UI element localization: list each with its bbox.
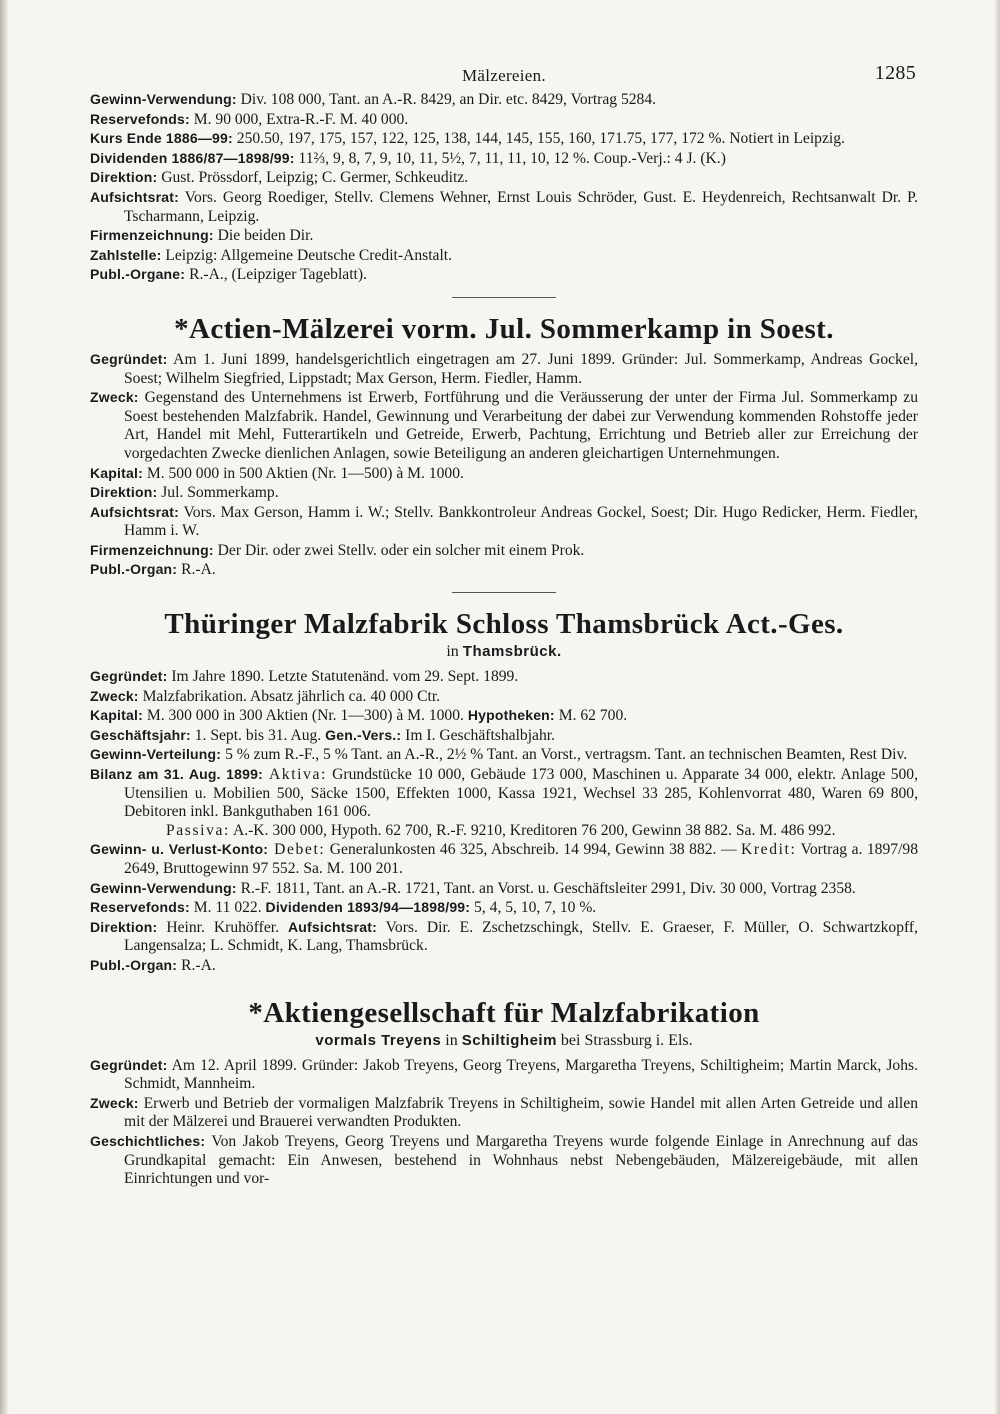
section-thamsbrueck bbox=[90, 607, 918, 976]
entry-label: Aufsichtsrat: bbox=[90, 188, 179, 205]
entry-text: Am 1. Juni 1899, handelsgerichtlich eingetragen am 27. Juni 1899. Gründer: Jul. Sommerkamp, Andreas Gockel, Soest; Wilhelm Siegfried, Lippstadt; Max Gerson, Herm. Fiedler, Hamm. bbox=[124, 350, 918, 387]
entry-gewinn-verwendung bbox=[90, 879, 918, 899]
company-heading: Thüringer Malzfabrik Schloss Thamsbrück Act.-Ges. bbox=[164, 608, 844, 641]
entry-text: Im I. Geschäftshalbjahr. bbox=[401, 726, 555, 744]
entry-label: Zweck: bbox=[90, 389, 139, 406]
company-location: Schiltigheim bbox=[461, 1031, 557, 1049]
entry-label: Gewinn-Verwendung: bbox=[90, 879, 237, 896]
entry-gegruendet bbox=[90, 667, 918, 687]
passiva-word: Passiva: bbox=[166, 821, 230, 839]
binding-edge bbox=[0, 0, 9, 1414]
running-head bbox=[90, 60, 918, 90]
subheading-suffix: bei Strassburg i. Els. bbox=[556, 1031, 693, 1049]
entry-text: A.-K. 300 000, Hypoth. 62 700, R.-F. 9210, Kreditoren 76 200, Gewinn 38 882. Sa. M. 486 992. bbox=[229, 821, 836, 839]
entry-text: Generalunkosten 46 325, Abschreib. 14 994, Gewinn 38 882. — bbox=[325, 841, 742, 859]
entry-label: Kapital: bbox=[90, 707, 143, 724]
entry-label: Gewinn-Verteilung: bbox=[90, 746, 222, 763]
entry-label: Dividenden 1893/94—1898/99: bbox=[265, 899, 471, 916]
entry-text: Die beiden Dir. bbox=[213, 227, 314, 245]
entry-label: Gen.-Vers.: bbox=[325, 726, 402, 743]
entry-aufsichtsrat bbox=[90, 188, 918, 226]
entry-text: M. 500 000 in 500 Aktien (Nr. 1—500) à M. 1000. bbox=[142, 464, 464, 482]
entry-label: Direktion: bbox=[90, 169, 158, 186]
entry-label: Dividenden 1886/87—1898/99: bbox=[90, 149, 295, 166]
entry-gewinn-verteilung bbox=[90, 745, 918, 765]
entry-label: Zweck: bbox=[90, 687, 139, 704]
entry-direktion bbox=[90, 483, 918, 503]
page-edge bbox=[994, 0, 1000, 1414]
entry-text: Div. 108 000, Tant. an A.-R. 8429, an Dir. etc. 8429, Vortrag 5284. bbox=[236, 91, 657, 108]
entry-text: Heinr. Kruhöffer. bbox=[157, 918, 288, 936]
company-location: Thamsbrück. bbox=[462, 643, 562, 661]
entry-text: Grundstücke 10 000, Gebäude 173 000, Maschinen u. Apparate 34 000, elektr. Anlage 500, Utensilien u. Mobilien 500, Säcke 1500, Effekten 1000, Kassa 1921, Wechsel 33 285, Kohlenvorrat 480, Waren 69 800, Debitoren inkl. Bankguthaben 161 006. bbox=[124, 766, 918, 821]
entry-label: Geschichtliches: bbox=[90, 1132, 206, 1149]
entry-gewinn-verwendung bbox=[90, 90, 918, 110]
entry-label: Gegründet: bbox=[90, 668, 168, 685]
company-heading: *Actien-Mälzerei vorm. Jul. Sommerkamp in Soest. bbox=[174, 312, 834, 345]
entry-gegruendet bbox=[90, 1056, 918, 1094]
entry-text: R.-F. 1811, Tant. an A.-R. 1721, Tant. an Vorst. u. Geschäftsleiter 2991, Div. 30 000, Vortrag 2358. bbox=[236, 879, 856, 897]
entry-label: Bilanz am 31. Aug. 1899: bbox=[90, 766, 263, 783]
entry-text: Jul. Sommerkamp. bbox=[157, 484, 279, 502]
entry-label: Reservefonds: bbox=[90, 899, 190, 916]
entry-text: Vors. Max Gerson, Hamm i. W.; Stellv. Bankkontroleur Andreas Gockel, Soest; Dir. Hugo Redicker, Herm. Fiedler, Hamm i. W. bbox=[124, 503, 918, 540]
entry-kapital bbox=[90, 464, 918, 484]
entry-bilanz bbox=[90, 765, 918, 822]
entry-label: Firmenzeichnung: bbox=[90, 227, 214, 244]
entry-passiva bbox=[90, 822, 918, 841]
entry-text: Vors. Georg Roediger, Stellv. Clemens Wehner, Ernst Louis Schröder, Gust. E. Heydenreich, Rechtsanwalt Dr. P. Tscharmann, Leipzig. bbox=[124, 188, 918, 225]
entry-text: 5, 4, 5, 10, 7, 10 %. bbox=[470, 899, 597, 917]
entry-publ-organe bbox=[90, 265, 918, 285]
entry-label: Zahlstelle: bbox=[90, 246, 162, 263]
company-subheading bbox=[90, 643, 918, 661]
entry-text: 5 % zum R.-F., 5 % Tant. an A.-R., 2½ % Tant. an Vorst., vertragsm. Tant. an technischen Beamten, Rest Div. bbox=[221, 746, 908, 764]
entry-publ-organ bbox=[90, 956, 918, 976]
entry-text: R.-A., (Leipziger Tageblatt). bbox=[185, 266, 367, 284]
section-divider bbox=[452, 297, 556, 298]
section-divider bbox=[452, 592, 556, 593]
section-treyens bbox=[90, 996, 918, 1189]
entry-reservefonds bbox=[90, 898, 918, 918]
subheading-vormals: vormals Treyens bbox=[315, 1031, 442, 1049]
entry-geschaeftsjahr bbox=[90, 726, 918, 746]
company-subheading bbox=[90, 1032, 918, 1050]
entry-zweck bbox=[90, 388, 918, 463]
entry-text: R.-A. bbox=[177, 561, 216, 579]
entry-label: Reservefonds: bbox=[90, 110, 190, 127]
entry-zahlstelle bbox=[90, 246, 918, 266]
entry-text: Gust. Prössdorf, Leipzig; C. Germer, Schkeuditz. bbox=[157, 169, 469, 187]
entry-text: Im Jahre 1890. Letzte Statutenänd. vom 29. Sept. 1899. bbox=[167, 668, 519, 686]
entry-text: Malzfabrikation. Absatz jährlich ca. 40 000 Ctr. bbox=[138, 687, 441, 705]
entry-aufsichtsrat bbox=[90, 503, 918, 541]
entry-text: 11⅔, 9, 8, 7, 9, 10, 11, 5½, 7, 11, 11, 10, 12 %. Coup.-Verj.: 4 J. (K.) bbox=[294, 149, 726, 167]
entry-text: 250.50, 197, 175, 157, 122, 125, 138, 144, 145, 155, 160, 171.75, 177, 172 %. Notiert in Leipzig. bbox=[232, 130, 845, 148]
entry-kapital bbox=[90, 706, 918, 726]
entry-text: M. 90 000, Extra-R.-F. M. 40 000. bbox=[189, 110, 409, 128]
entry-label: Publ.-Organe: bbox=[90, 266, 186, 283]
entry-label: Kapital: bbox=[90, 464, 143, 481]
entry-label: Zweck: bbox=[90, 1094, 139, 1111]
entry-text: R.-A. bbox=[177, 956, 216, 974]
entry-text: Gegenstand des Unternehmens ist Erwerb, Fortführung und die Veräusserung der unter der Firma Jul. Sommerkamp zu Soest bestehenden Malzfabrik. Handel, Gewinnung und Verarbeitung der dabei zur Verwendung kommenden Rohstoffe jeder Art, Handel mit Mehl, Futterartikeln und Getreide, Erwerb, Pachtung, Errichtung und Betrieb aller zur Erreichung der vorgedachten Zwecke dienlichen Anlagen, sowie Beteiligung an anderen gleichartigen Unternehmungen. bbox=[124, 389, 918, 462]
entry-text: Der Dir. oder zwei Stellv. oder ein solcher mit einem Prok. bbox=[213, 541, 585, 559]
section-maelzerei-continuation bbox=[90, 90, 918, 285]
entry-label: Publ.-Organ: bbox=[90, 561, 178, 578]
entry-geschichtliches bbox=[90, 1132, 918, 1189]
entry-gegruendet bbox=[90, 350, 918, 388]
entry-dividenden bbox=[90, 149, 918, 169]
kredit-word: Kredit: bbox=[741, 841, 797, 859]
page-content bbox=[90, 60, 918, 1189]
entry-label: Gewinn- u. Verlust-Konto: bbox=[90, 841, 269, 858]
entry-label: Geschäftsjahr: bbox=[90, 726, 191, 743]
entry-label: Gegründet: bbox=[90, 1056, 168, 1073]
entry-text: M. 62 700. bbox=[554, 707, 628, 725]
entry-label: Gegründet: bbox=[90, 350, 168, 367]
entry-reservefonds bbox=[90, 110, 918, 130]
entry-text: M. 11 022. bbox=[189, 899, 266, 917]
entry-label: Hypotheken: bbox=[467, 707, 555, 724]
entry-label: Direktion: bbox=[90, 484, 158, 501]
entry-label: Gewinn-Verwendung: bbox=[90, 91, 237, 107]
entry-text: M. 300 000 in 300 Aktien (Nr. 1—300) à M. 1000. bbox=[142, 707, 468, 725]
entry-label: Aufsichtsrat: bbox=[90, 503, 179, 520]
entry-gewinn-verlust-konto bbox=[90, 840, 918, 878]
entry-label: Kurs Ende 1886—99: bbox=[90, 130, 233, 147]
running-head-title: Mälzereien. bbox=[461, 66, 546, 85]
entry-text: Erwerb und Betrieb der vormaligen Malzfabrik Treyens in Schiltigheim, sowie Handel mit allen Arten Getreide und allen mit der Mälzerei und Brauerei verwandten Produkten. bbox=[124, 1094, 918, 1131]
entry-kurs bbox=[90, 129, 918, 149]
entry-label: Direktion: bbox=[90, 918, 158, 935]
entry-label: Firmenzeichnung: bbox=[90, 541, 214, 558]
debet-word: Debet: bbox=[268, 841, 326, 859]
entry-publ-organ bbox=[90, 560, 918, 580]
entry-text: Am 12. April 1899. Gründer: Jakob Treyens, Georg Treyens, Margaretha Treyens, Schiltigheim; Martin Marck, Johs. Schmidt, Mannheim. bbox=[124, 1056, 918, 1093]
entry-text: Vortrag a. 1897/98 2649, Bruttogewinn 97 552. Sa. M. 100 201. bbox=[124, 841, 918, 877]
aktiva-word: Aktiva: bbox=[262, 766, 327, 784]
page-number: 1285 bbox=[874, 62, 916, 84]
entry-label: Aufsichtsrat: bbox=[287, 918, 377, 935]
company-heading: *Aktiengesellschaft für Malzfabrikation bbox=[248, 996, 760, 1029]
entry-zweck bbox=[90, 1094, 918, 1132]
entry-text: 1. Sept. bis 31. Aug. bbox=[190, 726, 326, 744]
entry-direktion bbox=[90, 918, 918, 956]
entry-zweck bbox=[90, 687, 918, 707]
entry-direktion bbox=[90, 168, 918, 188]
entry-text: Leipzig: Allgemeine Deutsche Credit-Anstalt. bbox=[161, 246, 453, 264]
entry-firmenzeichnung bbox=[90, 226, 918, 246]
section-sommerkamp bbox=[90, 312, 918, 580]
entry-firmenzeichnung bbox=[90, 541, 918, 561]
subheading-in: in bbox=[441, 1031, 462, 1049]
subheading-prefix: in bbox=[446, 643, 463, 661]
entry-text: Vors. Dir. E. Zschetzschingk, Stellv. E. Graeser, F. Müller, O. Schwartzkopff, Langensalza; L. Schmidt, K. Lang, Thamsbrück. bbox=[124, 918, 919, 955]
entry-label: Publ.-Organ: bbox=[90, 956, 178, 973]
entry-text: Von Jakob Treyens, Georg Treyens und Margaretha Treyens wurde folgende Einlage in Anrechnung auf das Grundkapital gemacht: Ein Anwesen, bestehend in Wohnhaus nebst Nebengebäuden, Mälzereigebäude, mit allen Einrichtungen und vor- bbox=[124, 1132, 918, 1188]
